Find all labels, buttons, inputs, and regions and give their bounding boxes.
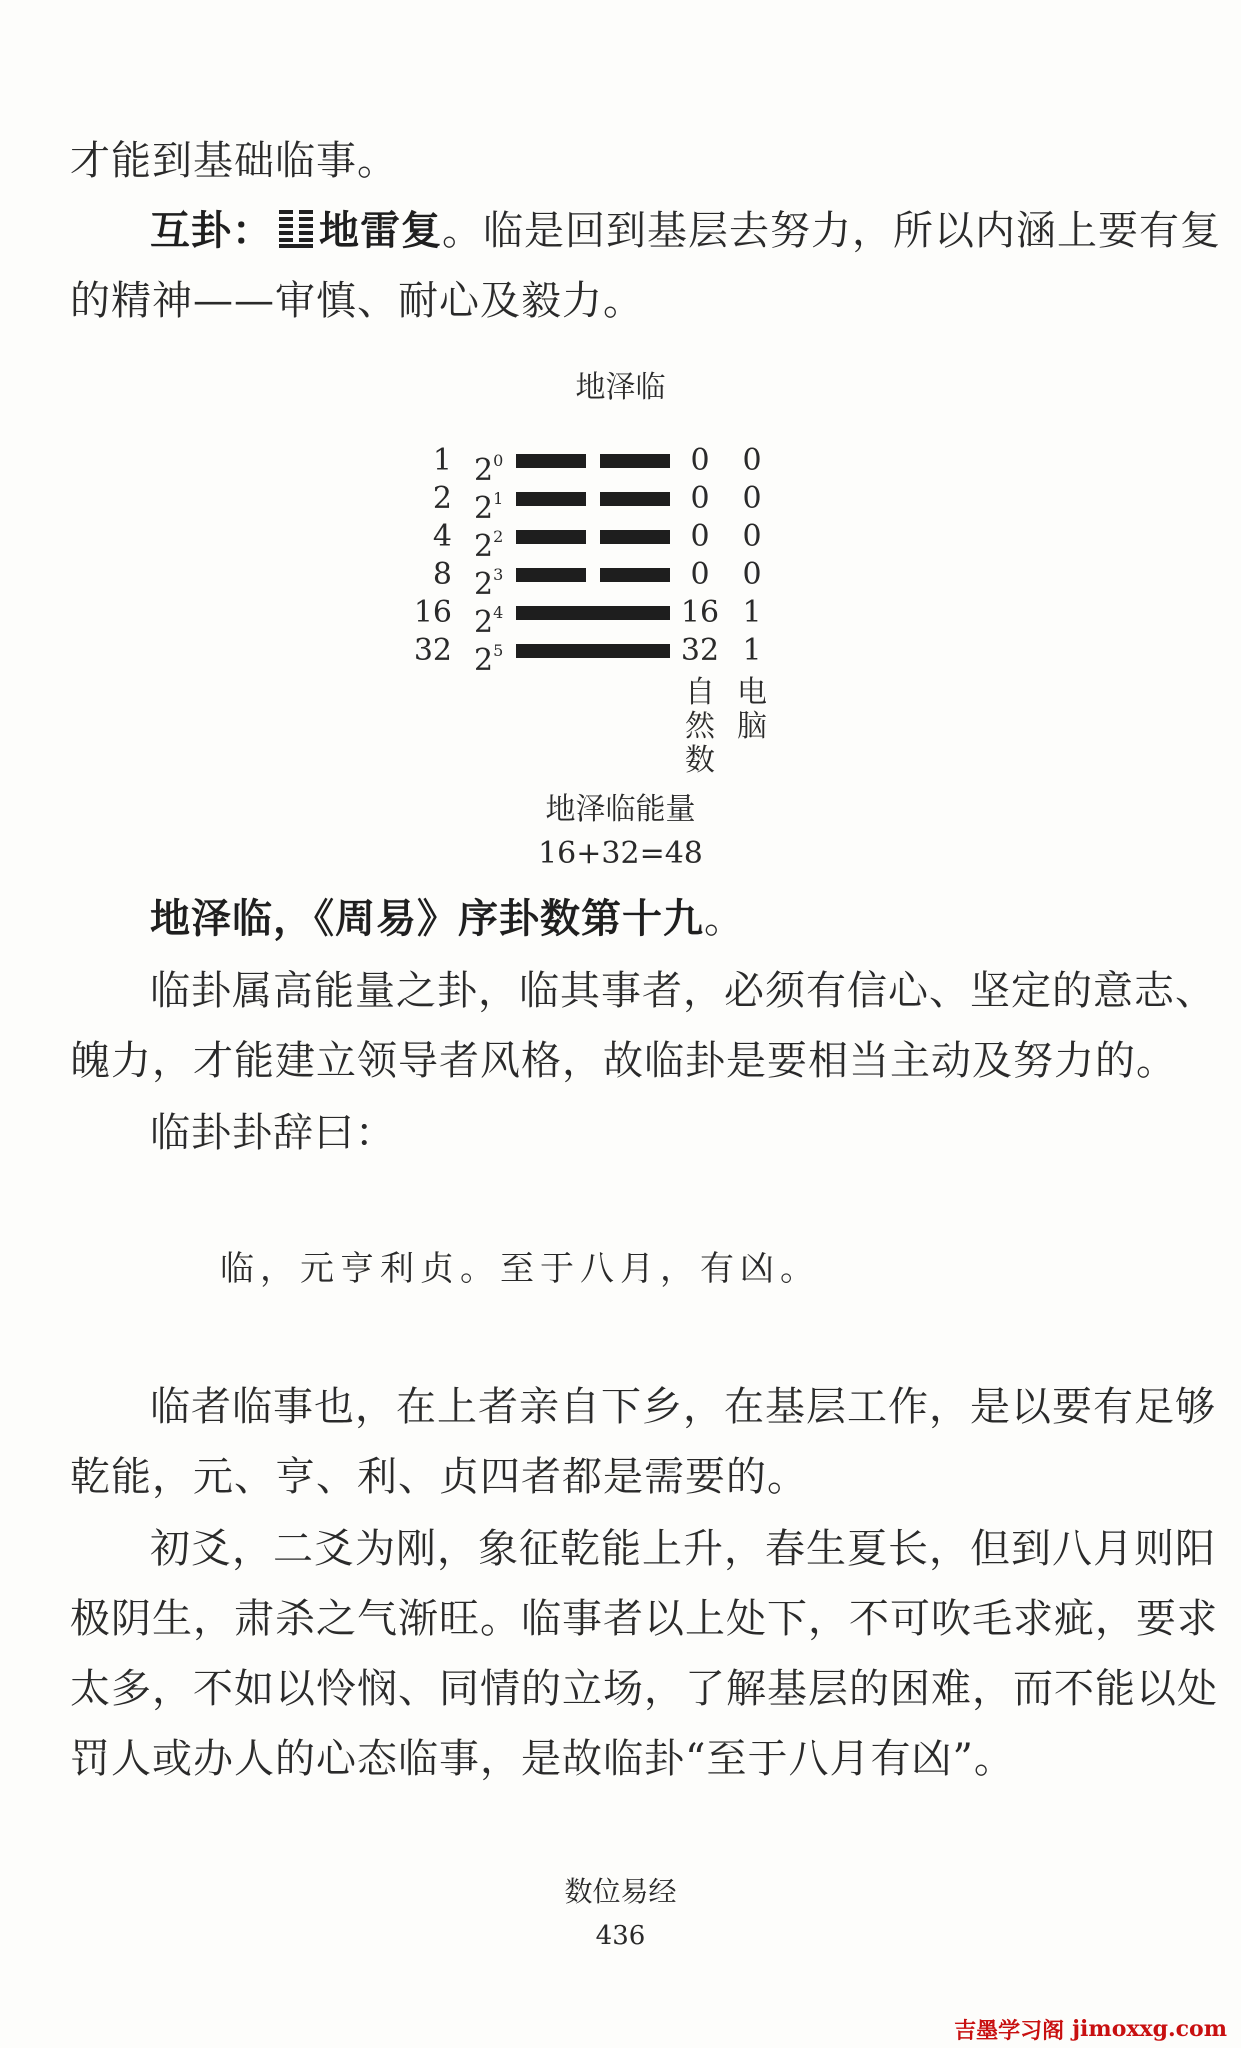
row-number: 1: [432, 443, 452, 478]
running-footer-title: 数位易经: [564, 1875, 677, 1908]
row-power: $2^3$: [474, 565, 504, 602]
watermark-site-cn: 吉墨学习阁: [954, 2018, 1065, 2044]
yin-line-left: [516, 530, 586, 544]
computer-value: 0: [742, 443, 762, 478]
sequence-heading: 地泽临，《周易》序卦数第十九: [150, 896, 704, 942]
row-power: $2^1$: [474, 489, 504, 526]
row-number: 16: [413, 595, 452, 630]
paragraph-energy-line1: 临卦属高能量之卦，临其事者，必须有信心、坚定的意志、: [150, 968, 1216, 1014]
paragraph-energy-line2: 魄力，才能建立领导者风格，故临卦是要相当主动及努力的。: [70, 1038, 1177, 1084]
sequence-end: 。: [704, 896, 745, 942]
natural-value: 0: [690, 557, 710, 592]
natural-number-label: 自然数: [685, 675, 715, 778]
hexagram-row: [0, 480, 1241, 526]
row-power: $2^5$: [474, 641, 504, 678]
mutual-hexagram-label: 互卦：: [150, 208, 273, 254]
yang-line: [516, 606, 670, 620]
yang-line: [516, 644, 670, 658]
yin-line-right: [600, 454, 670, 468]
yin-line-left: [516, 492, 586, 506]
hexagram-row: [0, 556, 1241, 602]
paragraph-explanation-line2: 乾能，元、亨、利、贞四者都是需要的。: [70, 1454, 808, 1500]
yin-line-right: [600, 492, 670, 506]
natural-value: 16: [680, 595, 720, 630]
yin-line-right: [600, 568, 670, 582]
computer-label: 电脑: [737, 675, 767, 744]
hexagram-row: [0, 594, 1241, 640]
paragraph-mutual-hexagram-line2: 的精神——审慎、耐心及毅力。: [70, 278, 644, 324]
hexagram-row: [0, 518, 1241, 564]
mutual-hexagram-text: 。临是回到基层去努力，所以内涵上要有复: [442, 208, 1221, 254]
energy-formula: 16+32=48: [538, 836, 703, 871]
computer-value: 1: [742, 595, 762, 630]
row-power: $2^2$: [474, 527, 504, 564]
paragraph-sequence: [70, 884, 1241, 954]
paragraph-lines-line3: 太多，不如以怜悯、同情的立场，了解基层的困难，而不能以处: [70, 1666, 1218, 1712]
natural-value: 32: [680, 633, 720, 668]
paragraph-mutual-hexagram: [70, 196, 1241, 266]
hexagram-row: [0, 442, 1241, 488]
row-power: $2^4$: [474, 603, 504, 640]
paragraph-lines-line1: 初爻，二爻为刚，象征乾能上升，春生夏长，但到八月则阳: [150, 1526, 1216, 1572]
paragraph-continuation: 才能到基础临事。: [70, 138, 398, 184]
row-number: 8: [432, 557, 452, 592]
computer-value: 1: [742, 633, 762, 668]
page-number: 436: [595, 1921, 646, 1951]
natural-value: 0: [690, 481, 710, 516]
yin-line-left: [516, 454, 586, 468]
computer-value: 0: [742, 519, 762, 554]
energy-label: 地泽临能量: [545, 792, 696, 827]
paragraph-judgment-intro: 临卦卦辞曰：: [150, 1110, 396, 1156]
yin-line-left: [516, 568, 586, 582]
paragraph-lines-line4: 罚人或办人的心态临事，是故临卦“至于八月有凶”。: [70, 1736, 1015, 1782]
computer-value: 0: [742, 557, 762, 592]
watermark-site-en: jimoxxg.com: [1072, 2016, 1227, 2042]
natural-value: 0: [690, 519, 710, 554]
diagram-title: 地泽临: [575, 370, 666, 405]
computer-value: 0: [742, 481, 762, 516]
watermark[interactable]: [954, 2012, 1227, 2046]
hexagram-row: [0, 632, 1241, 678]
yin-line-right: [600, 530, 670, 544]
row-power: $2^0$: [474, 451, 504, 488]
hexagram-fu-icon: [279, 208, 313, 248]
row-number: 4: [432, 519, 452, 554]
paragraph-lines-line2: 极阴生，肃杀之气渐旺。临事者以上处下，不可吹毛求疵，要求: [70, 1596, 1218, 1642]
judgment-quote: 临，元亨利贞。至于八月，有凶。: [220, 1249, 820, 1289]
natural-value: 0: [690, 443, 710, 478]
mutual-hexagram-name: 地雷复: [319, 208, 442, 254]
paragraph-explanation-line1: 临者临事也，在上者亲自下乡，在基层工作，是以要有足够: [150, 1384, 1216, 1430]
row-number: 2: [432, 481, 452, 516]
row-number: 32: [413, 633, 452, 668]
